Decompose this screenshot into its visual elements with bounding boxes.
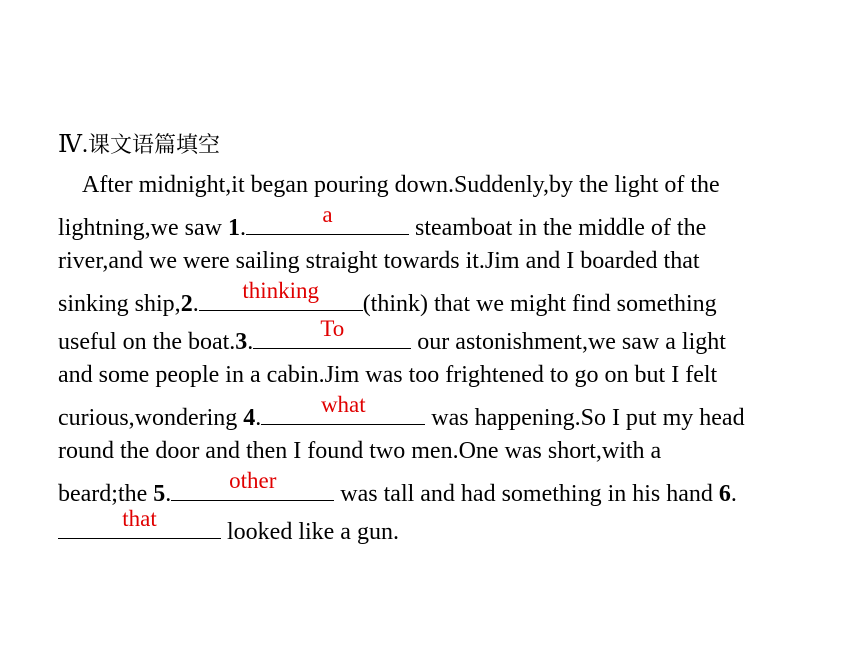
text-run: steamboat in the middle of the [408, 215, 707, 241]
blank-number-1: 1 [227, 215, 240, 241]
blank-1[interactable] [246, 202, 409, 235]
passage-line-8: round the door and then I found two men.One was short,with a [58, 438, 662, 464]
blank-3[interactable] [253, 316, 411, 349]
answer-4: what [320, 392, 366, 417]
passage-line-2: lightning,we saw 1. a steamboat in the middle of the [58, 202, 707, 241]
text-run: curious,wondering [58, 405, 244, 431]
blank-6[interactable] [58, 506, 221, 539]
text-run: was happening.So I put my head [425, 405, 745, 431]
answer-3: To [320, 316, 345, 341]
blank-2[interactable] [199, 278, 363, 311]
passage-line-6: and some people in a cabin.Jim was too frightened to go on but I felt [58, 362, 718, 388]
passage-line-1: After midnight,it began pouring down.Suddenly,by the light of the [82, 172, 720, 198]
text-run: sinking ship, [58, 291, 181, 317]
text-run: useful on the boat. [58, 329, 236, 355]
section-heading [58, 130, 220, 161]
blank-number-5: 5 [153, 481, 166, 507]
passage-line-4: sinking ship,2. thinking (think) that we might find something [58, 278, 717, 317]
answer-1: a [322, 202, 333, 227]
text-run: (think) that we might find something [362, 291, 717, 317]
text-run: our astonishment,we saw a light [411, 329, 726, 355]
passage-line-3: river,and we were sailing straight towards it.Jim and I boarded that [58, 248, 700, 274]
blank-number-3: 3 [235, 329, 248, 355]
answer-5: other [229, 468, 277, 493]
text-run: lightning,we saw [58, 215, 228, 241]
section-title: 课文语篇填空 [87, 133, 220, 158]
passage-line-9: beard;the 5. other was tall and had something in his hand 6. [58, 468, 737, 507]
passage-line-10 [58, 506, 399, 547]
passage-line-5: useful on the boat.3. To our astonishment,we saw a light [58, 316, 726, 355]
blank-number-2: 2 [180, 291, 193, 317]
text-run: was tall and had something in his hand [334, 481, 719, 507]
section-number: Ⅳ. [58, 132, 88, 158]
blank-number-6: 6 [718, 481, 731, 507]
blank-number-4: 4 [243, 405, 256, 431]
blank-5[interactable] [171, 468, 334, 501]
answer-2: thinking [242, 278, 320, 303]
text-run: looked like a gun. [221, 519, 399, 545]
blank-4[interactable] [261, 392, 425, 425]
passage-line-7: curious,wondering 4. what was happening.So I put my head [58, 392, 745, 431]
answer-6: that [122, 506, 157, 531]
text-run: beard;the [58, 481, 154, 507]
